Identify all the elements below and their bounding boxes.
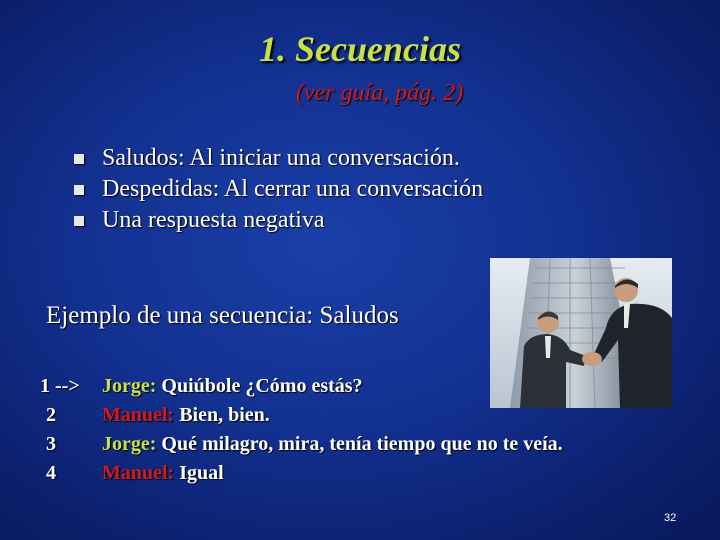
dialogue-line: [40, 459, 563, 488]
bullet-item: [74, 205, 483, 236]
bullet-text: Una respuesta negativa: [102, 207, 325, 233]
bullet-text: Saludos: Al iniciar una conversación.: [102, 145, 460, 171]
square-bullet-icon: [74, 154, 84, 164]
line-text: Bien, bien.: [174, 404, 270, 426]
page-number: 32: [664, 512, 677, 524]
speaker-name: Jorge:: [102, 375, 157, 397]
slide-subtitle: (ver guía, pág. 2): [296, 80, 464, 106]
dialogue-line: [40, 401, 563, 430]
dialogue-line: [40, 372, 563, 401]
square-bullet-icon: [74, 185, 84, 195]
bullet-list: [74, 143, 483, 236]
line-number: 3: [46, 433, 56, 455]
example-heading: Ejemplo de una secuencia: Saludos: [46, 302, 399, 329]
dialogue-line: [40, 430, 563, 459]
bullet-item: [74, 143, 483, 174]
line-text: Quiúbole ¿Cómo estás?: [156, 375, 363, 397]
speaker-name: Jorge:: [102, 433, 157, 455]
speaker-name: Manuel:: [102, 462, 175, 484]
line-text: Igual: [174, 462, 224, 484]
bullet-text: Despedidas: Al cerrar una conversación: [102, 176, 484, 202]
bullet-item: [74, 174, 483, 205]
slide-title: 1. Secuencias: [259, 29, 461, 69]
line-number: 1 -->: [40, 375, 80, 397]
dialogue: [40, 372, 563, 488]
square-bullet-icon: [74, 216, 84, 226]
line-text: Qué milagro, mira, tenía tiempo que no te veía.: [156, 433, 563, 455]
line-number: 2: [46, 404, 56, 426]
speaker-name: Manuel:: [102, 404, 175, 426]
line-number: 4: [46, 462, 56, 484]
